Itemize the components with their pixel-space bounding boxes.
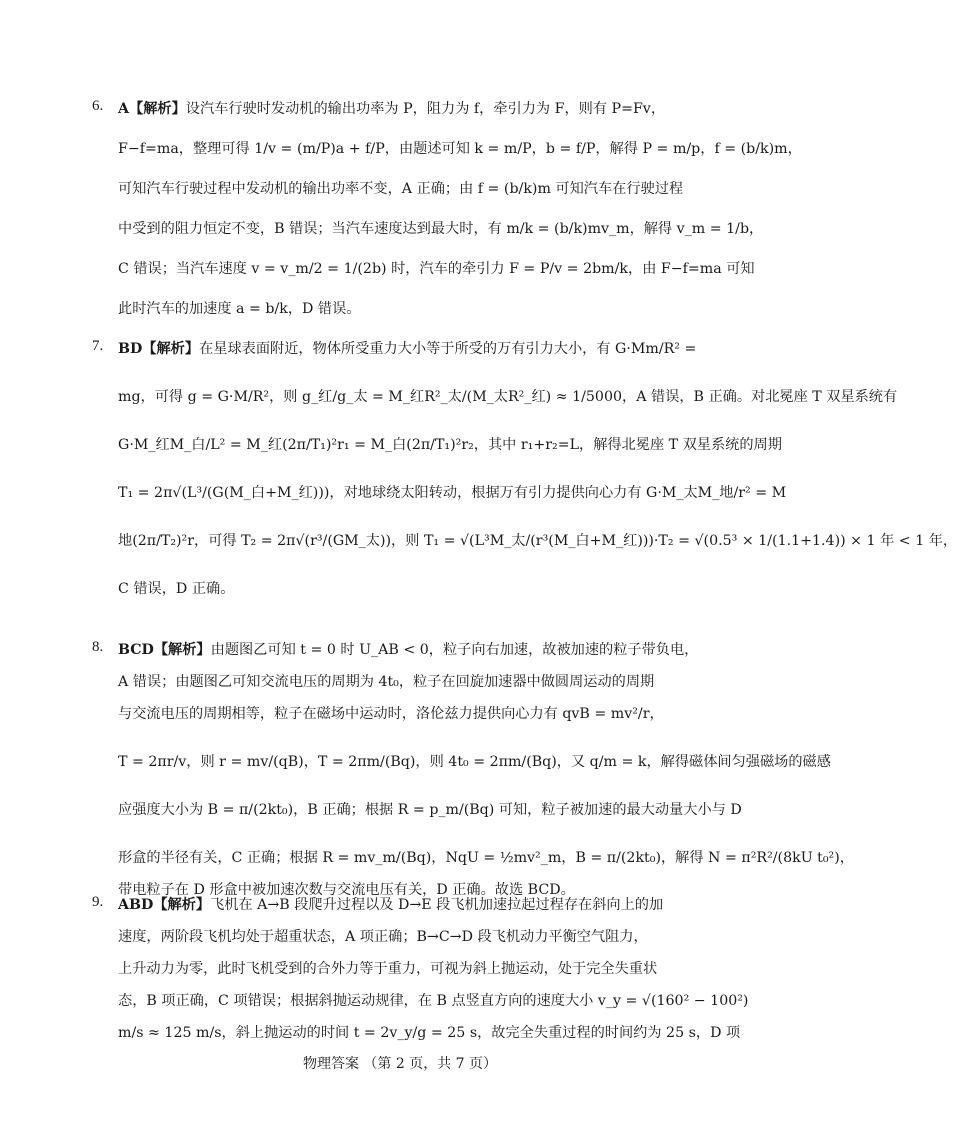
analysis-line: 此时汽车的加速度 a = b/k，D 错误。 <box>118 301 361 317</box>
analysis-tag: 【解析】 <box>153 897 211 913</box>
question-number: 7. <box>92 338 104 354</box>
analysis-line: C 错误，D 正确。 <box>118 581 235 597</box>
analysis-line: F−f=ma，整理可得 1/v = (m/P)a + f/P，由题述可知 k = m/P，b = f/P，解得 P = m/p，f = (b/k)m， <box>118 141 802 157</box>
analysis-line: m/s ≈ 125 m/s，斜上抛运动的时间 t = 2v_y/g = 25 s，故完全失重过程的时间约为 25 s，D 项 <box>118 1025 741 1041</box>
analysis-line: 速度，两阶段飞机均处于超重状态，A 项正确；B→C→D 段飞机动力平衡空气阻力， <box>118 929 648 945</box>
analysis-tag: 【解析】 <box>153 642 211 658</box>
page-footer: 物理答案 （第 2 页，共 7 页） <box>302 1056 498 1072</box>
analysis-line: 应强度大小为 B = π/(2kt₀)，B 正确；根据 R = p_m/(Bq) 可知，粒子被加速的最大动量大小与 D <box>118 802 742 818</box>
analysis-line: 中受到的阻力恒定不变，B 错误；当汽车速度达到最大时，有 m/k = (b/k)mv_m，解得 v_m = 1/b， <box>118 221 764 237</box>
analysis-tag: 【解析】 <box>129 101 186 117</box>
question-9 <box>92 894 749 1062</box>
analysis-line: 地(2π/T₂)²r，可得 T₂ = 2π√(r³/(GM_太))，则 T₁ = √(L³M_太/(r³(M_白+M_红)))·T₂ = √(0.5³ × 1/(1.1+1.4)) × 1 年 < 1 年， <box>118 533 957 549</box>
question-number: 9. <box>92 894 104 910</box>
analysis-line: mg，可得 g = G·M/R²，则 g_红/g_太 = M_红R²_太/(M_太R²_红) ≈ 1/5000，A 错误，B 正确。对北冕座 T 双星系统有 <box>118 389 898 405</box>
question-number: 6. <box>92 98 104 114</box>
analysis-line: 形盒的半径有关，C 正确；根据 R = mv_m/(Bq)，NqU = ½mv²_m，B = π/(2kt₀)，解得 N = π²R²/(8kU t₀²)， <box>118 850 854 866</box>
analysis-line: T₁ = 2π√(L³/(G(M_白+M_红)))，对地球绕太阳转动，根据万有引力提供向心力有 G·M_太M_地/r² = M <box>118 485 787 501</box>
analysis-text: 设汽车行驶时发动机的输出功率为 P，阻力为 f，牵引力为 F，则有 P=Fv， <box>185 101 666 117</box>
analysis-line: G·M_红M_白/L² = M_红(2π/T₁)²r₁ = M_白(2π/T₁)²r₂，其中 r₁+r₂=L，解得北冕座 T 双星系统的周期 <box>118 437 782 453</box>
answer-key: A <box>118 101 130 117</box>
answer-line <box>118 894 688 916</box>
analysis-line: 带电粒子在 D 形盒中被加速次数与交流电压有关，D 正确。故选 BCD。 <box>118 882 575 898</box>
question-6 <box>92 98 802 338</box>
question-8 <box>92 639 854 919</box>
answer-line <box>118 639 699 661</box>
analysis-text: 飞机在 A→B 段爬升过程以及 D→E 段飞机加速拉起过程存在斜向上的加 <box>210 897 664 913</box>
answer-key: ABD <box>118 897 154 913</box>
question-7 <box>92 338 957 618</box>
answer-key: BCD <box>118 642 154 658</box>
analysis-line: A 错误；由题图乙可知交流电压的周期为 4t₀，粒子在回旋加速器中做圆周运动的周期 <box>118 674 655 690</box>
analysis-line: 可知汽车行驶过程中发动机的输出功率不变，A 正确；由 f = (b/k)m 可知汽车在行驶过程 <box>118 181 684 197</box>
answer-key: BD <box>118 341 143 357</box>
analysis-text: 由题图乙可知 t = 0 时 U_AB < 0，粒子向右加速，故被加速的粒子带负电， <box>210 642 699 658</box>
analysis-line: 上升动力为零，此时飞机受到的合外力等于重力，可视为斜上抛运动，处于完全失重状 <box>118 961 658 977</box>
question-number: 8. <box>92 639 104 655</box>
answer-line <box>118 98 688 120</box>
analysis-line: 与交流电压的周期相等，粒子在磁场中运动时，洛伦兹力提供向心力有 qvB = mv²/r， <box>118 706 664 722</box>
analysis-line: C 错误；当汽车速度 v = v_m/2 = 1/(2b) 时，汽车的牵引力 F = P/v = 2bm/k，由 F−f=ma 可知 <box>118 261 755 277</box>
analysis-text: 在星球表面附近，物体所受重力大小等于所受的万有引力大小，有 G·Mm/R² = <box>199 341 697 357</box>
analysis-tag: 【解析】 <box>142 341 200 357</box>
answer-line <box>118 338 697 360</box>
analysis-line: T = 2πr/v，则 r = mv/(qB)，T = 2πm/(Bq)，则 4t₀ = 2πm/(Bq)，又 q/m = k，解得磁体间匀强磁场的磁感 <box>118 754 831 770</box>
analysis-line: 态，B 项正确，C 项错误；根据斜抛运动规律，在 B 点竖直方向的速度大小 v_y = √(160² − 100²) <box>118 993 749 1009</box>
